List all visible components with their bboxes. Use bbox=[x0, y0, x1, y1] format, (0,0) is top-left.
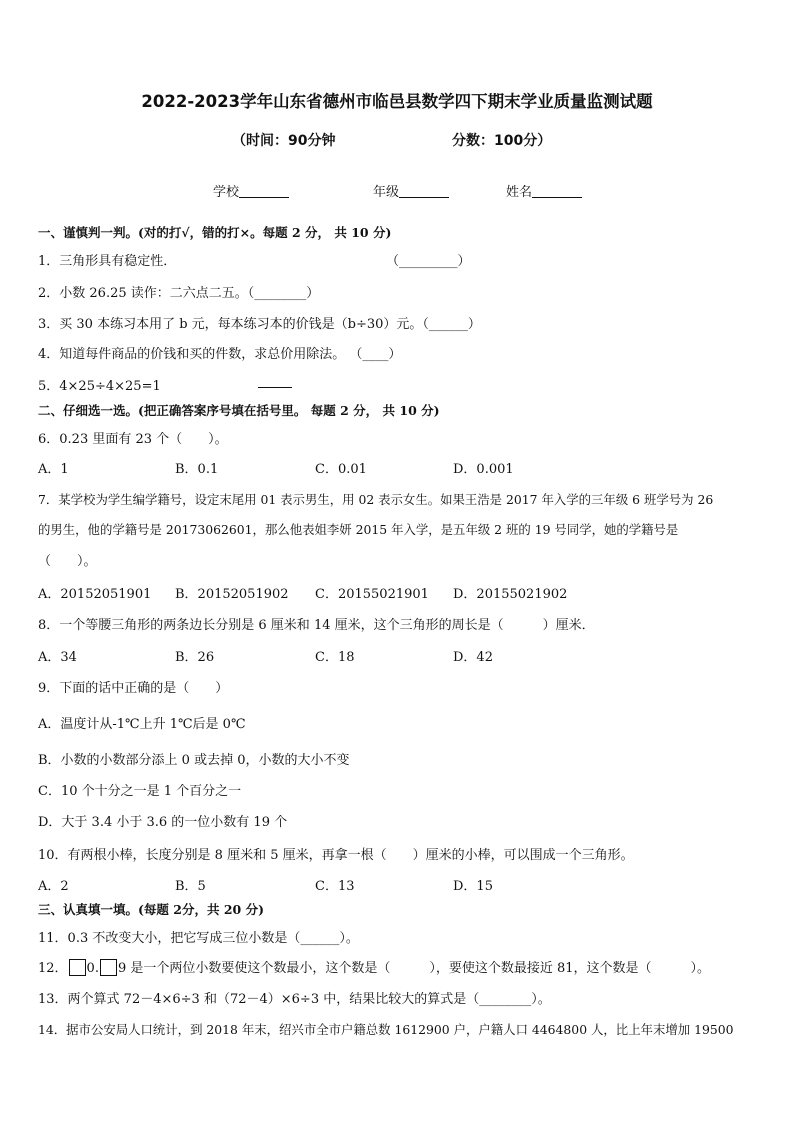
question-8: 8．一个等腰三角形的两条边长分别是 6 厘米和 14 厘米，这个三角形的周长是（ ）厘米． bbox=[38, 618, 595, 633]
question-12-text: 9 是一个两位小数要使这个数最小，这个数是（ ），要使这个数最接近 81，这个数是（ ）。 bbox=[117, 961, 711, 976]
question-12-decimal: 0. bbox=[86, 961, 99, 976]
name-field[interactable] bbox=[506, 181, 582, 200]
section-1-heading: 一、谨慎判一判。(对的打√，错的打×。每题 2 分， 共 10 分) bbox=[38, 225, 392, 240]
question-2: 2．小数 26.25 读作：二六点二五。（________） bbox=[38, 286, 320, 301]
q7-option-b[interactable]: B．20152051902 bbox=[175, 587, 289, 602]
q7-option-a[interactable]: A．20152051901 bbox=[38, 587, 152, 602]
grade-blank[interactable] bbox=[399, 184, 449, 198]
q9-option-b[interactable]: B．小数的小数部分添上 0 或去掉 0，小数的大小不变 bbox=[38, 753, 350, 768]
question-9: 9．下面的话中正确的是（ ） bbox=[38, 681, 229, 696]
q7-option-c[interactable]: C．20155021901 bbox=[315, 587, 429, 602]
q7-option-d[interactable]: D．20155021902 bbox=[453, 587, 568, 602]
q6-option-d[interactable]: D．0.001 bbox=[453, 462, 514, 477]
exam-score: 分数：100分） bbox=[452, 133, 552, 149]
q6-option-a[interactable]: A．1 bbox=[38, 462, 69, 477]
name-label: 姓名 bbox=[506, 185, 533, 200]
question-1: 1．三角形具有稳定性． bbox=[38, 254, 177, 269]
school-blank[interactable] bbox=[239, 184, 289, 198]
section-2-heading: 二、仔细选一选。(把正确答案序号填在括号里。 每题 2 分， 共 10 分) bbox=[38, 403, 440, 418]
q8-option-b[interactable]: B．26 bbox=[175, 650, 215, 665]
question-7-line-3: （ ）。 bbox=[38, 554, 97, 569]
grade-field[interactable] bbox=[373, 181, 449, 200]
exam-time: （时间：90分钟 bbox=[232, 133, 336, 149]
page-title: 2022-2023学年山东省德州市临邑县数学四下期末学业质量监测试题 bbox=[141, 92, 653, 111]
digit-box-1[interactable] bbox=[69, 959, 86, 976]
school-label: 学校 bbox=[213, 185, 240, 200]
question-4: 4．知道每件商品的价钱和买的件数，求总价用除法。 （____） bbox=[38, 347, 402, 362]
digit-box-2[interactable] bbox=[100, 959, 117, 976]
question-13: 13．两个算式 72－4×6÷3 和（72－4）×6÷3 中，结果比较大的算式是（________）。 bbox=[38, 992, 551, 1007]
q6-option-b[interactable]: B．0.1 bbox=[175, 462, 219, 477]
question-3: 3．买 30 本练习本用了 b 元，每本练习本的价钱是（b÷30）元。（______） bbox=[38, 317, 481, 332]
q10-option-b[interactable]: B．5 bbox=[175, 879, 206, 894]
q9-option-a[interactable]: A．温度计从-1℃上升 1℃后是 0℃ bbox=[38, 717, 246, 732]
q9-option-d[interactable]: D．大于 3.4 小于 3.6 的一位小数有 19 个 bbox=[38, 815, 288, 830]
question-7-line-2: 的男生，他的学籍号是 20173062601，那么他表姐李妍 2015 年入学，是五年级 2 班的 19 号同学，她的学籍号是 bbox=[38, 522, 679, 537]
question-10: 10．有两根小棒，长度分别是 8 厘米和 5 厘米，再拿一根（ ）厘米的小棒，可以围成一个三角形。 bbox=[38, 848, 634, 863]
question-1-blank[interactable]: （_________） bbox=[386, 254, 471, 269]
q8-option-a[interactable]: A．34 bbox=[38, 650, 77, 665]
q8-option-d[interactable]: D．42 bbox=[453, 650, 493, 665]
q8-option-c[interactable]: C．18 bbox=[315, 650, 355, 665]
q9-option-c[interactable]: C．10 个十分之一是 1 个百分之一 bbox=[38, 784, 242, 799]
q6-option-c[interactable]: C．0.01 bbox=[315, 462, 367, 477]
question-11: 11．0.3 不改变大小，把它写成三位小数是（______）。 bbox=[38, 931, 359, 946]
question-5: 5．4×25÷4×25=1 bbox=[38, 379, 161, 394]
q10-option-c[interactable]: C．13 bbox=[315, 879, 355, 894]
question-5-blank[interactable] bbox=[258, 375, 292, 390]
question-6: 6．0.23 里面有 23 个（ ）。 bbox=[38, 432, 228, 447]
name-blank[interactable] bbox=[532, 184, 582, 198]
q10-option-d[interactable]: D．15 bbox=[453, 879, 493, 894]
question-12 bbox=[38, 957, 710, 976]
question-12-number: 12． bbox=[38, 961, 68, 976]
question-7-line-1: 7．某学校为学生编学籍号，设定末尾用 01 表示男生，用 02 表示女生。如果王浩是 2017 年入学的三年级 6 班学号为 26 bbox=[38, 492, 714, 507]
q10-option-a[interactable]: A．2 bbox=[38, 879, 69, 894]
school-field[interactable] bbox=[213, 181, 289, 200]
question-14: 14．据市公安局人口统计，到 2018 年末，绍兴市全市户籍总数 1612900 户，户籍人口 4464800 人，比上年末增加 19500 bbox=[38, 1022, 734, 1037]
grade-label: 年级 bbox=[373, 185, 400, 200]
section-3-heading: 三、认真填一填。(每题 2分，共 20 分) bbox=[38, 902, 264, 917]
